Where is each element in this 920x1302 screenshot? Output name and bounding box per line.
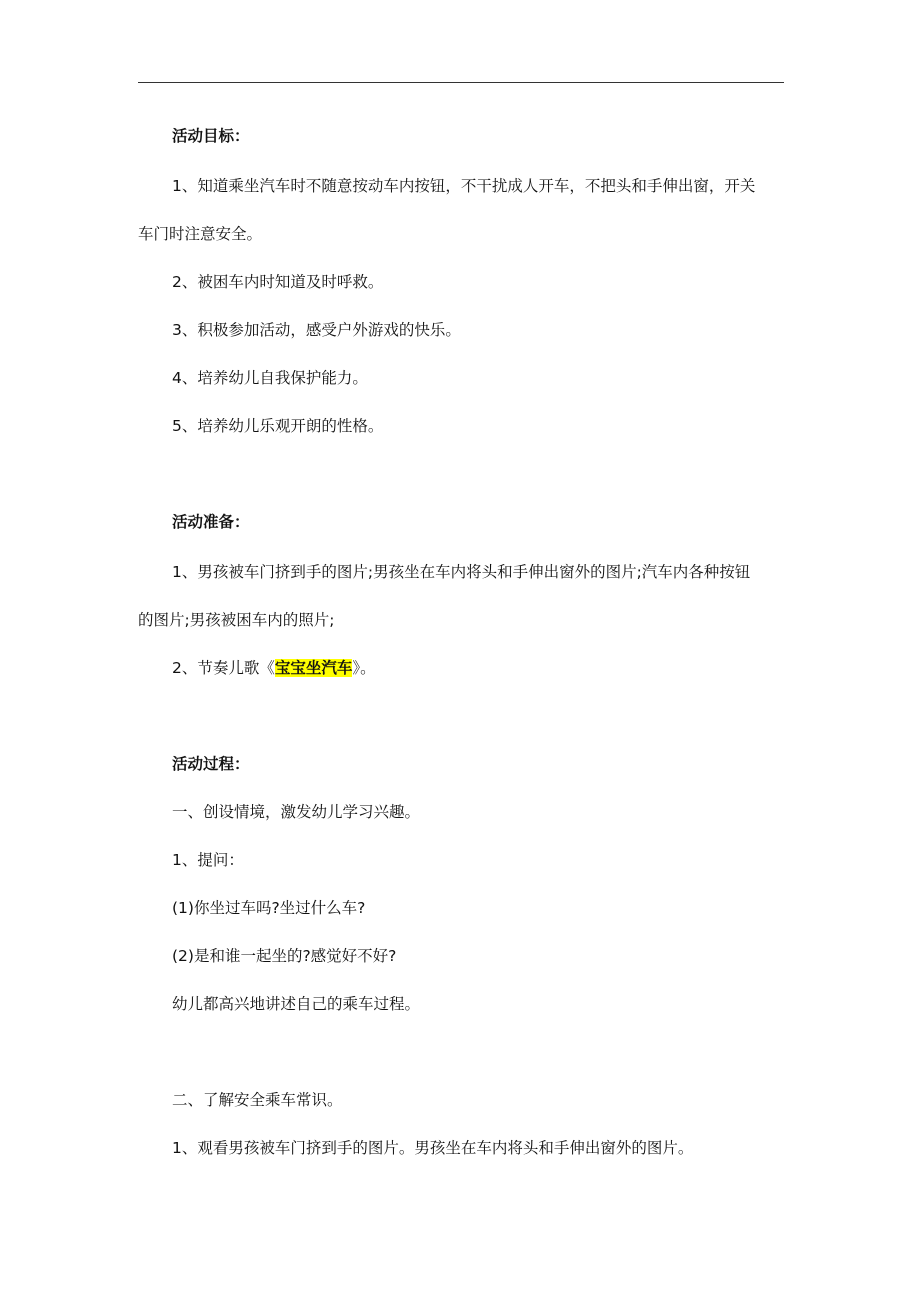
process-note: 幼儿都高兴地讲述自己的乘车过程。 xyxy=(172,995,421,1013)
process-step-2-item-1: 1、观看男孩被车门挤到手的图片。男孩坐在车内将头和手伸出窗外的图片。 xyxy=(172,1139,694,1157)
goals-item-4: 4、培养幼儿自我保护能力。 xyxy=(172,369,368,387)
process-step-1-question: 1、提问： xyxy=(172,851,244,869)
prep-item-1-continued: 的图片;男孩被困车内的照片; xyxy=(138,611,335,629)
song-title-highlight: 宝宝坐汽车 xyxy=(274,659,353,677)
goals-item-2: 2、被困车内时知道及时呼救。 xyxy=(172,273,384,291)
goals-item-1-continued: 车门时注意安全。 xyxy=(138,225,263,243)
process-step-2: 二、了解安全乘车常识。 xyxy=(172,1091,343,1109)
header-rule xyxy=(138,82,784,83)
process-step-1: 一、创设情境，激发幼儿学习兴趣。 xyxy=(172,803,421,821)
process-question-2: (2)是和谁一起坐的?感觉好不好? xyxy=(172,947,397,965)
goals-item-1: 1、知道乘坐汽车时不随意按动车内按钮，不干扰成人开车，不把头和手伸出窗，开关 xyxy=(172,177,756,195)
prep-item-2 xyxy=(172,658,376,678)
prep-item-1: 1、男孩被车门挤到手的图片;男孩坐在车内将头和手伸出窗外的图片;汽车内各种按钮 xyxy=(172,563,751,581)
goals-item-3: 3、积极参加活动，感受户外游戏的快乐。 xyxy=(172,321,461,339)
goals-heading: 活动目标： xyxy=(172,127,250,145)
prep-item-2-prefix: 2、节奏儿歌《 xyxy=(172,659,275,677)
goals-item-5: 5、培养幼儿乐观开朗的性格。 xyxy=(172,417,384,435)
prep-item-2-suffix: 》。 xyxy=(352,659,376,677)
process-question-1: (1)你坐过车吗?坐过什么车? xyxy=(172,899,366,917)
prep-heading: 活动准备： xyxy=(172,513,250,531)
process-heading: 活动过程： xyxy=(172,755,250,773)
